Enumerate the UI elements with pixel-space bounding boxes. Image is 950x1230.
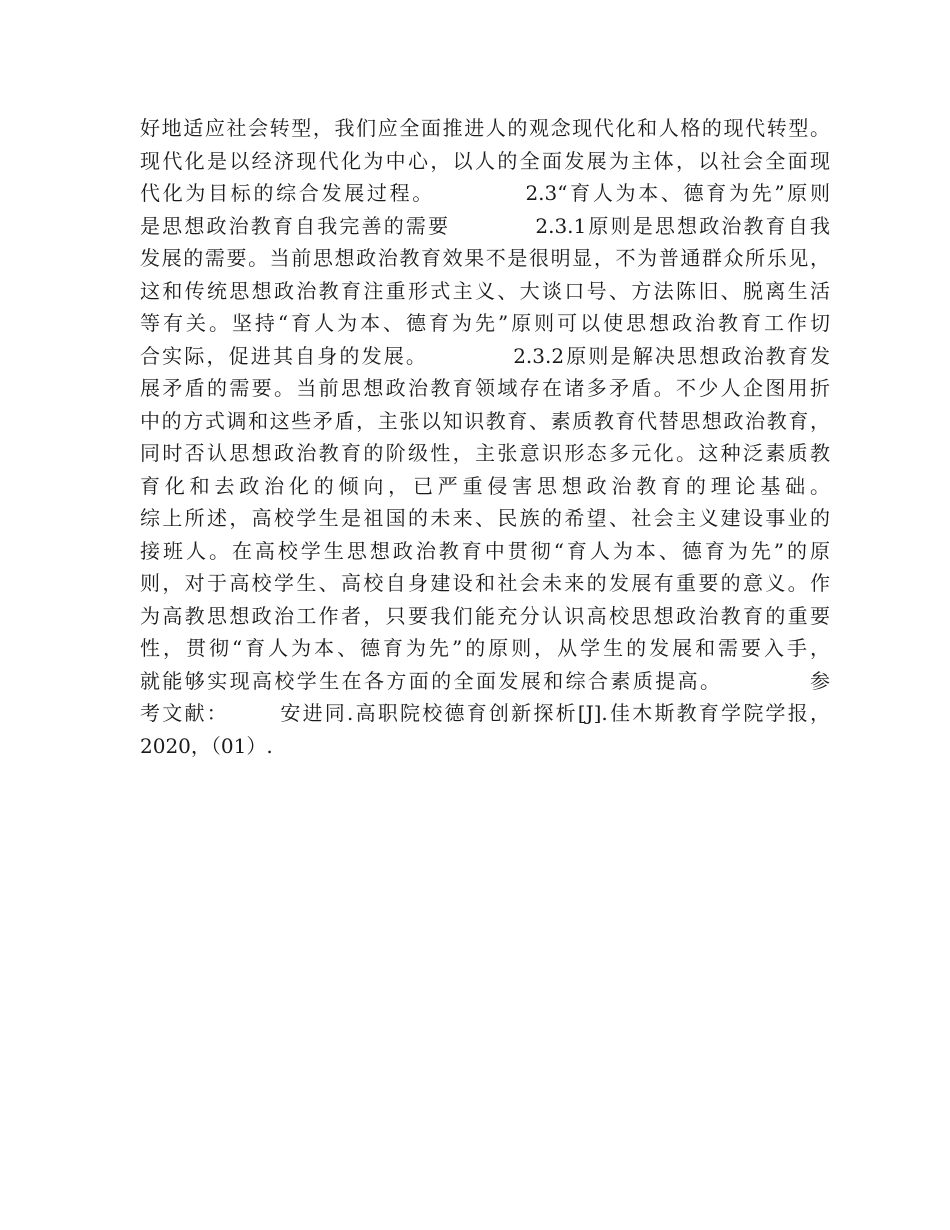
text-line: 就能够实现高校学生在各方面的全面发展和综合素质提高。 参 [140,668,830,693]
text-line: 这和传统思想政治教育注重形式主义、大谈口号、方法陈旧、脱离生活 [140,278,830,303]
text-line: 考文献： 安进同.高职院校德育创新探析[J].佳木斯教育学院学报， [140,701,830,725]
text-line: 2020，（01）. [140,733,273,758]
text-line: 中的方式调和这些矛盾，主张以知识教育、素质教育代替思想政治教育， [140,408,830,433]
text-line: 现代化是以经济现代化为中心，以人的全面发展为主体，以社会全面现 [140,148,830,173]
text-line: 合实际，促进其自身的发展。 2.3.2原则是解决思想政治教育发 [140,343,830,368]
text-line: 好地适应社会转型，我们应全面推进人的观念现代化和人格的现代转型。 [140,116,830,140]
text-line: 综上所述，高校学生是祖国的未来、民族的希望、社会主义建设事业的 [140,506,830,530]
text-line: 代化为目标的综合发展过程。 2.3“育人为本、德育为先”原则 [140,181,830,205]
text-line: 为高教思想政治工作者，只要我们能充分认识高校思想政治教育的重要 [140,603,830,628]
body-text [140,112,830,762]
text-line: 则，对于高校学生、高校自身建设和社会未来的发展有重要的意义。作 [140,571,830,595]
text-line: 同时否认思想政治教育的阶级性，主张意识形态多元化。这种泛素质教 [140,441,830,465]
text-line: 展矛盾的需要。当前思想政治教育领域存在诸多矛盾。不少人企图用折 [140,376,830,400]
text-line: 育化和去政治化的倾向，已严重侵害思想政治教育的理论基础。 [140,473,830,498]
text-line: 是思想政治教育自我完善的需要 2.3.1原则是思想政治教育自我 [140,213,830,238]
text-line: 接班人。在高校学生思想政治教育中贯彻“育人为本、德育为先”的原 [140,538,830,563]
text-line: 等有关。坚持“育人为本、德育为先”原则可以使思想政治教育工作切 [140,311,830,335]
text-line: 性，贯彻“育人为本、德育为先”的原则，从学生的发展和需要入手， [140,636,830,660]
text-line: 发展的需要。当前思想政治教育效果不是很明显，不为普通群众所乐见， [140,246,830,270]
